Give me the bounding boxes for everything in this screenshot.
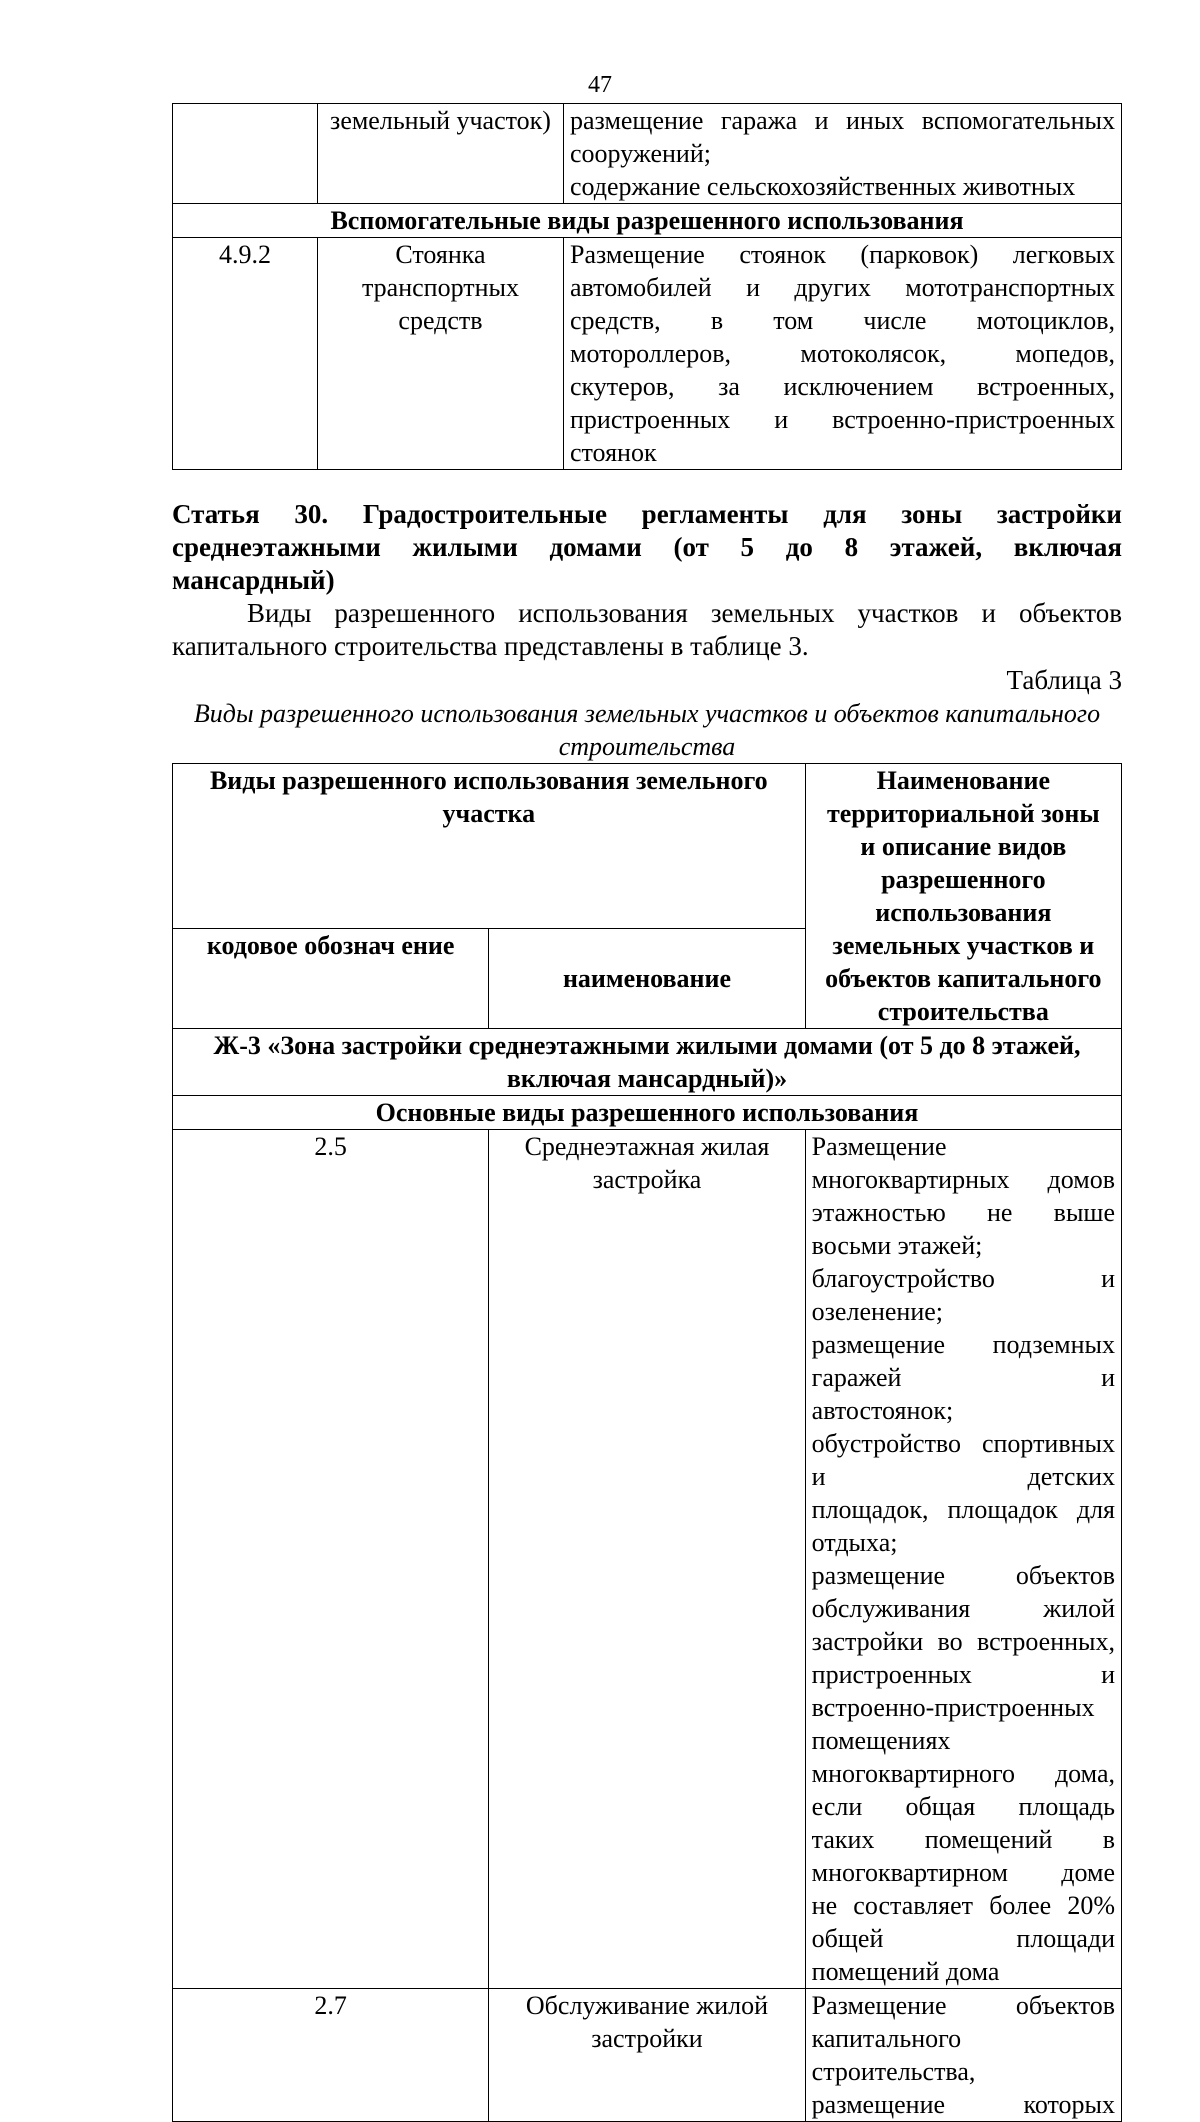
- description-line: встроенно-пристроенных помещениях: [811, 1693, 1095, 1755]
- name-cell: земельный участок): [318, 104, 564, 204]
- article-paragraph: [172, 597, 1122, 663]
- description-line: обустройство спортивных и детских: [811, 1429, 1115, 1491]
- table-header-row: [173, 764, 1122, 929]
- section-title: Основные виды разрешенного использования: [173, 1096, 1122, 1130]
- description-line: этажностью не выше восьми этажей;: [811, 1198, 1115, 1260]
- heading-line: среднеэтажными жилыми домами (от 5 до 8 этажей, включая: [172, 532, 1122, 562]
- page-number: 47: [588, 72, 612, 98]
- header-permitted-use: Виды разрешенного использования земельного участка: [173, 764, 806, 929]
- description-line: Размещение объектов капитального: [811, 1991, 1115, 2053]
- continued-table: [172, 103, 1122, 470]
- description-cell: [564, 104, 1122, 204]
- heading-line: Статья 30. Градостроительные регламенты для зоны застройки: [172, 499, 1122, 529]
- paragraph-line: Виды разрешенного использования земельных участков и объектов: [247, 598, 1122, 628]
- header-zone-description: Наименование территориальной зоны и описание видов разрешенного использования земельных участков и объектов капитального строительства: [805, 764, 1121, 1029]
- name-cell: Стоянка транспортных средств: [318, 238, 564, 470]
- description-line: помещений дома: [811, 1957, 1000, 1986]
- description-cell: [805, 1989, 1121, 2122]
- description-line: площадок, площадок для отдыха;: [811, 1495, 1115, 1557]
- paragraph-line: капитального строительства представлены в таблице 3.: [172, 631, 809, 661]
- description-line: Размещение многоквартирных домов: [811, 1132, 1115, 1194]
- table-row: [173, 1989, 1122, 2122]
- description-line: мотороллеров, мотоколясок, мопедов,: [570, 339, 1115, 368]
- article-heading: [172, 498, 1122, 597]
- description-line: не составляет более 20% общей площади: [811, 1891, 1115, 1953]
- table-row: [173, 104, 1122, 204]
- table-row: [173, 1130, 1122, 1989]
- description-line: многоквартирного дома, если общая площадь: [811, 1759, 1115, 1821]
- table-row: [173, 238, 1122, 470]
- description-line: размещение объектов обслуживания жилой: [811, 1561, 1115, 1623]
- section-title: Вспомогательные виды разрешенного использования: [173, 204, 1122, 238]
- code-cell: 4.9.2: [173, 238, 318, 470]
- zone-row: [173, 1029, 1122, 1096]
- section-row: [173, 204, 1122, 238]
- description-cell: [805, 1130, 1121, 1989]
- description-line: стоянок: [570, 438, 657, 467]
- description-line: сооружений;: [570, 139, 711, 168]
- description-line: автостоянок;: [811, 1396, 954, 1425]
- description-line: благоустройство и озеленение;: [811, 1264, 1115, 1326]
- section-row: [173, 1096, 1122, 1130]
- description-line: строительства, размещение которых: [811, 2057, 1115, 2119]
- description-line: застройки во встроенных, пристроенных и: [811, 1627, 1115, 1689]
- description-line: таких помещений в многоквартирном доме: [811, 1825, 1115, 1887]
- description-cell: [564, 238, 1122, 470]
- description-line: автомобилей и других мототранспортных: [570, 273, 1115, 302]
- description-line: пристроенных и встроенно-пристроенных: [570, 405, 1115, 434]
- name-cell: Среднеэтажная жилая застройка: [489, 1130, 805, 1989]
- name-cell: Обслуживание жилой застройки: [489, 1989, 805, 2122]
- description-line: размещение гаража и иных вспомогательных: [570, 106, 1115, 135]
- description-line: скутеров, за исключением встроенных,: [570, 372, 1115, 401]
- table-caption: Виды разрешенного использования земельных участков и объектов капитального строительства: [193, 699, 1101, 761]
- description-line: Размещение стоянок (парковок) легковых: [570, 240, 1115, 269]
- zone-title: Ж-3 «Зона застройки среднеэтажными жилыми домами (от 5 до 8 этажей, включая мансардный)»: [173, 1029, 1122, 1096]
- description-line: размещение подземных гаражей и: [811, 1330, 1115, 1392]
- header-code: кодовое обознач ение: [173, 929, 489, 1029]
- permitted-use-table: [172, 763, 1122, 2122]
- heading-line: мансардный): [172, 565, 335, 595]
- description-line: содержание сельскохозяйственных животных: [570, 172, 1076, 201]
- code-cell: [173, 104, 318, 204]
- table-label: Таблица 3: [1006, 665, 1122, 695]
- description-line: средств, в том числе мотоциклов,: [570, 306, 1115, 335]
- header-name: наименование: [489, 929, 805, 1029]
- code-cell: 2.5: [173, 1130, 489, 1989]
- code-cell: 2.7: [173, 1989, 489, 2122]
